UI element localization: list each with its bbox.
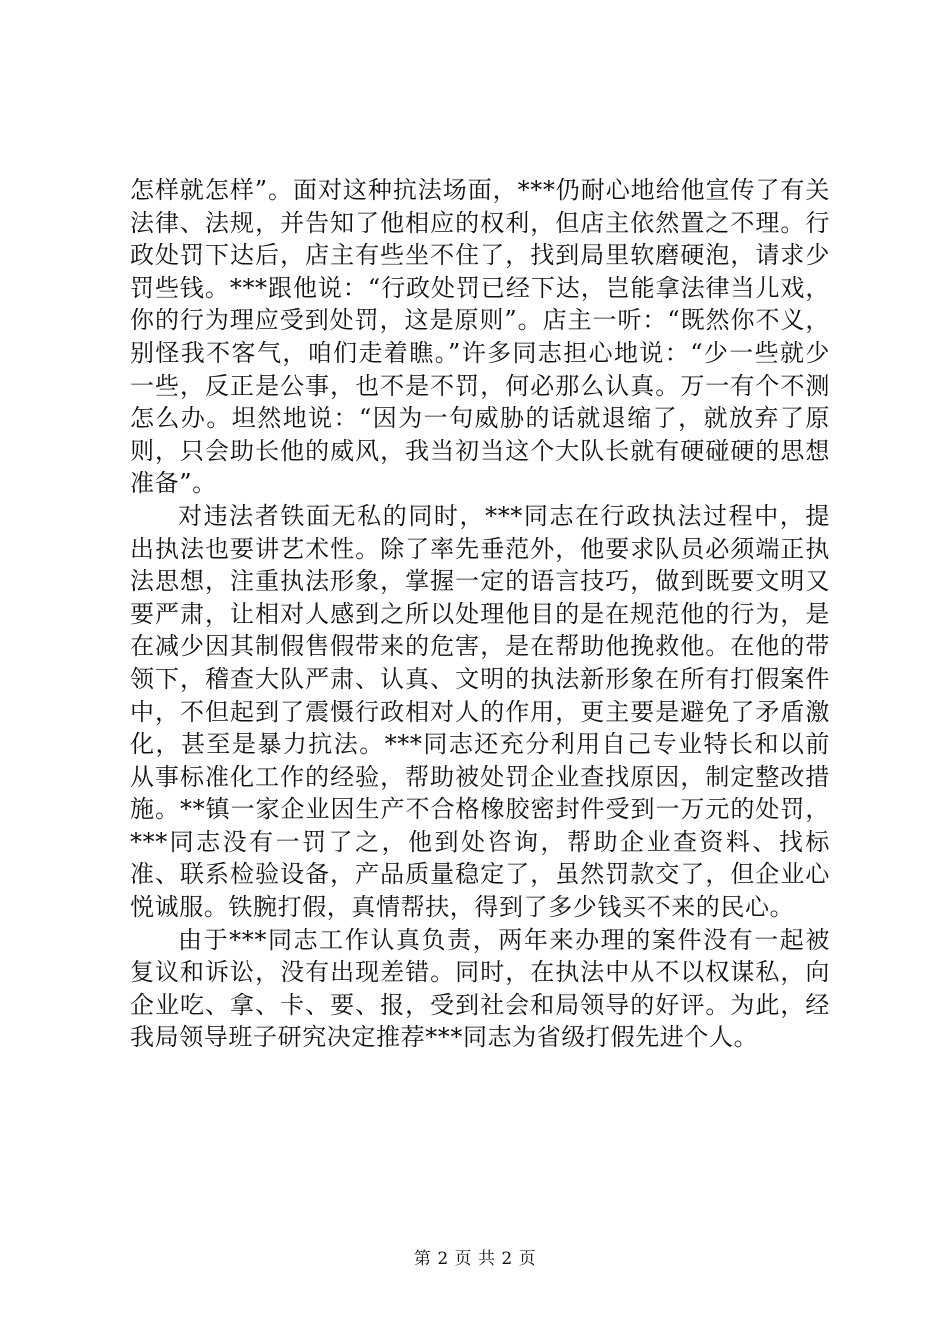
page-footer: 第 2 页 共 2 页 <box>413 1249 537 1269</box>
document-body <box>130 174 830 1054</box>
paragraph-law-enforcement-art: 对违法者铁面无私的同时，***同志在行政执法过程中，提出执法也要讲艺术性。除了率先垂范外，他要求队员必须端正执法思想，注重执法形象，掌握一定的语言技巧，做到既要文明又要严肃，让相对人感到之所以处理他目的是在规范他的行为，是在减少因其制假售假带来的危害，是在帮助他挽救他。在他的带领下，稽查大队严肃、认真、文明的执法新形象在所有打假案件中，不但起到了震慑行政相对人的作用，更主要是避免了矛盾激化，甚至是暴力抗法。***同志还充分利用自己专业特长和以前从事标准化工作的经验，帮助被处罚企业查找原因，制定整改措施。**镇一家企业因生产不合格橡胶密封件受到一万元的处罚，***同志没有一罚了之，他到处咨询，帮助企业查资料、找标准、联系检验设备，产品质量稳定了，虽然罚款交了，但企业心悦诚服。铁腕打假，真情帮扶，得到了多少钱买不来的民心。 <box>130 501 830 922</box>
paragraph-continuation: 怎样就怎样”。面对这种抗法场面，***仍耐心地给他宣传了有关法律、法规，并告知了他相应的权利，但店主依然置之不理。行政处罚下达后，店主有些坐不住了，找到局里软磨硬泡，请求少罚些钱。***跟他说：“行政处罚已经下达，岂能拿法律当儿戏，你的行为理应受到处罚，这是原则”。店主一听：“既然你不义，别怪我不客气，咱们走着瞧。”许多同志担心地说：“少一些就少一些，反正是公事，也不是不罚，何必那么认真。万一有个不测怎么办。坦然地说：“因为一句威胁的话就退缩了，就放弃了原则，只会助长他的威风，我当初当这个大队长就有硬碰硬的思想准备”。 <box>130 176 830 498</box>
paragraph-recommendation: 由于***同志工作认真负责，两年来办理的案件没有一起被复议和诉讼，没有出现差错。同时，在执法中从不以权谋私，向企业吃、拿、卡、要、报，受到社会和局领导的好评。为此，经我局领导班子研究决定推荐***同志为省级打假先进个人。 <box>130 925 830 1052</box>
